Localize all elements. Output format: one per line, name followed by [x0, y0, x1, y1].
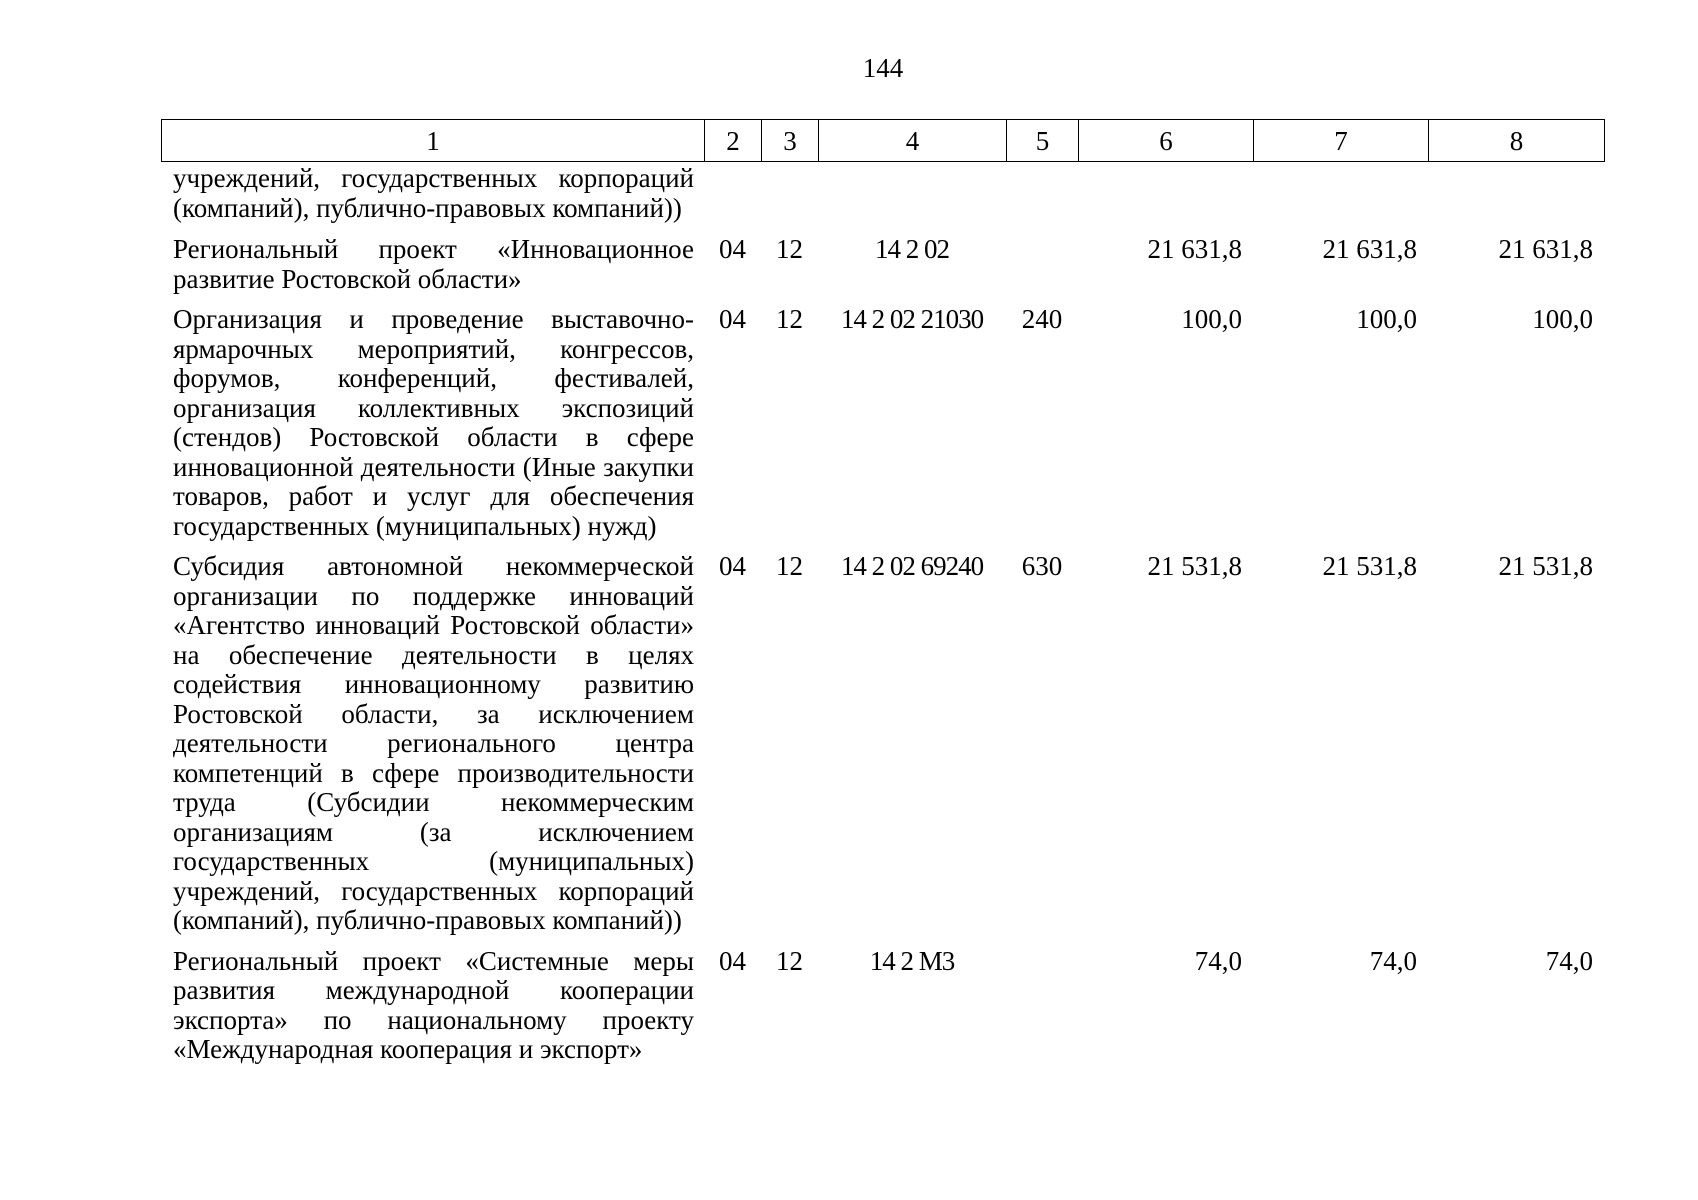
row-pr: 12	[776, 304, 803, 334]
row-amount-1: 100,0	[1181, 304, 1242, 334]
row-pr: 12	[776, 551, 803, 581]
row-pr: 12	[776, 234, 803, 264]
row-amount-2: 74,0	[1369, 945, 1417, 976]
row-amount-2: 100,0	[1356, 304, 1417, 334]
row-amount-1: 21 531,8	[1147, 551, 1242, 581]
row-amount-3: 21 531,8	[1498, 551, 1593, 581]
row-amount-3	[1428, 164, 1604, 235]
table-row	[161, 552, 1604, 947]
header-col-6: 6	[1079, 120, 1254, 162]
row-vr: 240	[1021, 304, 1063, 334]
row-amount-2: 21 531,8	[1322, 551, 1417, 581]
row-csr: 14 2 02 69240	[840, 551, 984, 581]
row-name: Субсидия автономной некоммерческой организации по поддержке инноваций «Агентство инноваций Ростовской области» на обеспечение деятельности в целях содействия инновационному развитию Ростовской области, за исключением деятельности регионального центра компетенций в сфере производительности труда (Субсидии некоммерческим организациям (за исключением государственных (муниципальных) учреждений, государственных корпораций (компаний), публично-правовых компаний))	[173, 551, 694, 935]
row-amount-1: 21 631,8	[1147, 234, 1242, 264]
row-rz: 04	[719, 304, 746, 334]
row-pr	[761, 164, 818, 235]
table-body	[161, 164, 1604, 1076]
row-rz: 04	[719, 945, 746, 976]
row-amount-1	[1078, 164, 1253, 235]
row-amount-3: 21 631,8	[1498, 234, 1593, 264]
row-name: Региональный проект «Системные меры развития международной кооперации экспорта» по национальному проекту «Международная кооперация и экспорт»	[173, 945, 694, 1064]
page-number: 144	[862, 53, 904, 83]
row-rz: 04	[719, 551, 746, 581]
row-amount-3: 100,0	[1532, 304, 1593, 334]
table-row	[161, 947, 1604, 1076]
row-csr: 14 2 M3	[869, 945, 955, 976]
header-col-1: 1	[162, 120, 705, 162]
row-amount-1: 74,0	[1194, 945, 1242, 976]
table-header	[161, 119, 1605, 162]
header-col-8: 8	[1429, 120, 1605, 162]
row-csr	[818, 164, 1006, 235]
row-rz	[704, 164, 761, 235]
header-col-2: 2	[705, 120, 762, 162]
header-col-4: 4	[819, 120, 1007, 162]
header-col-5: 5	[1007, 120, 1079, 162]
header-col-3: 3	[762, 120, 819, 162]
table-row	[161, 164, 1604, 235]
row-amount-2: 21 631,8	[1322, 234, 1417, 264]
row-vr	[1006, 164, 1078, 235]
row-amount-2	[1253, 164, 1428, 235]
row-amount-3: 74,0	[1545, 945, 1593, 976]
table-row	[161, 305, 1604, 552]
row-rz: 04	[719, 234, 746, 264]
row-vr	[1006, 235, 1078, 305]
row-vr	[1006, 947, 1078, 1076]
row-csr: 14 2 02 21030	[840, 304, 984, 334]
row-vr: 630	[1021, 551, 1063, 581]
row-csr: 14 2 02	[875, 234, 949, 264]
table-row	[161, 235, 1604, 305]
row-pr: 12	[776, 945, 803, 976]
row-name: учреждений, государственных корпораций (компаний), публично-правовых компаний))	[173, 163, 694, 223]
header-col-7: 7	[1254, 120, 1429, 162]
row-name: Организация и проведение выставочно-ярмарочных мероприятий, конгрессов, форумов, конференций, фестивалей, организация коллективных экспозиций (стендов) Ростовской области в сфере инновационной деятельности (Иные закупки товаров, работ и услуг для обеспечения государственных (муниципальных) нужд)	[173, 304, 694, 541]
row-name: Региональный проект «Инновационное развитие Ростовской области»	[173, 234, 694, 294]
